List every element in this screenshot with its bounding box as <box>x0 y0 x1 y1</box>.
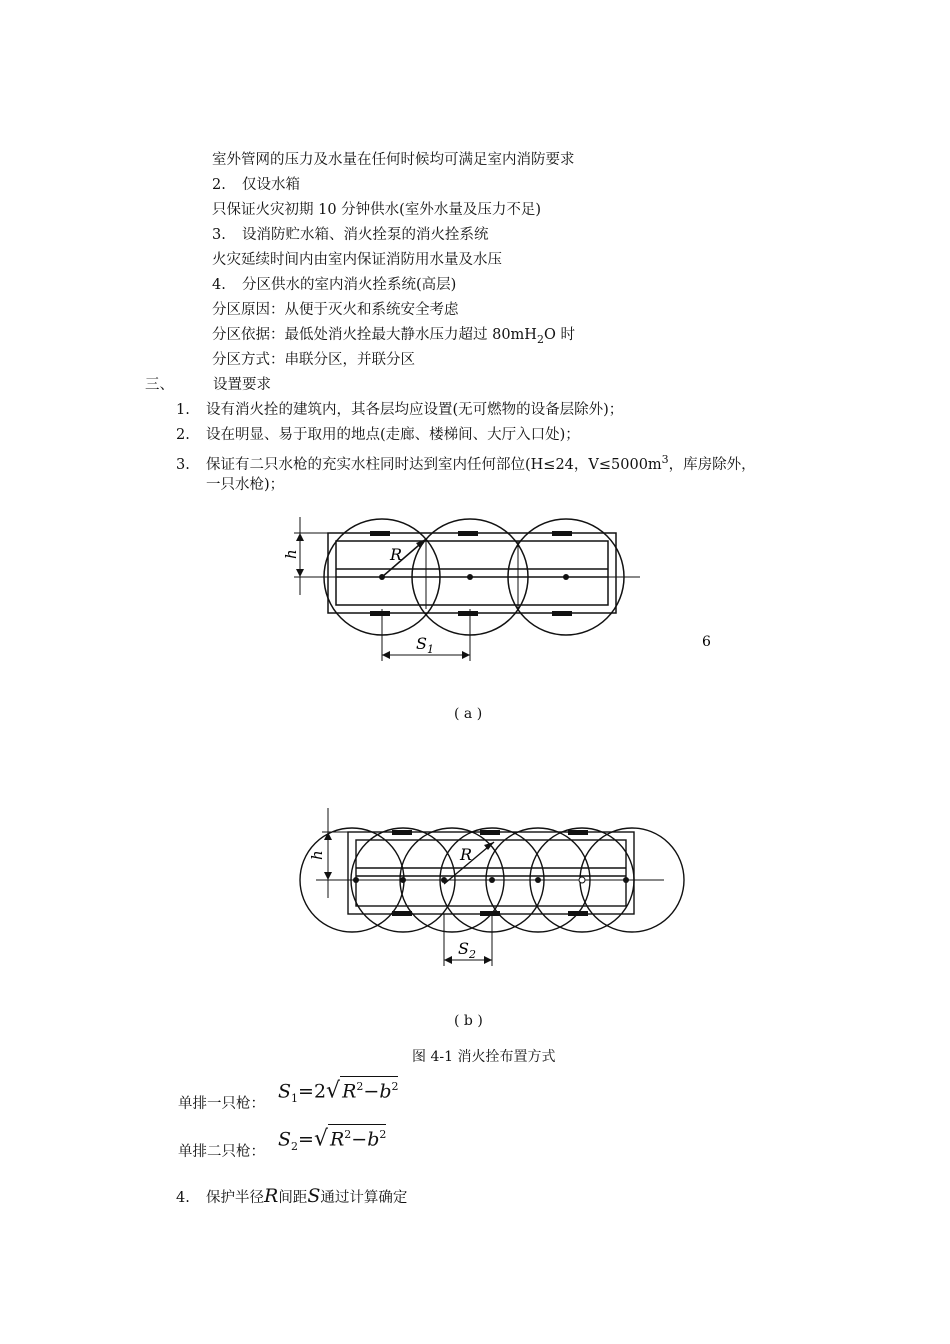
label-R: R <box>390 545 403 564</box>
formula-label: 单排一只枪： <box>178 1096 265 1112</box>
formula-eq: =2 <box>298 1080 327 1103</box>
label-R: R <box>460 845 473 864</box>
sqrt-sign: √ <box>326 1078 341 1104</box>
text-line: 火灾延续时间内由室内保证消防用水量及水压 <box>212 252 502 268</box>
hydrant-point <box>563 574 569 580</box>
label-S-sub: 2 <box>468 948 476 961</box>
rad-R: R <box>329 1128 345 1151</box>
sqrt-sign: √ <box>313 1126 328 1152</box>
text-line: 分区方式：串联分区，并联分区 <box>212 352 415 368</box>
text-line: 室外管网的压力及水量在任何时候均可满足室内消防要求 <box>212 152 575 168</box>
figure-b-caption: ( b ) <box>454 1013 483 1029</box>
rad-exp: 2 <box>379 1128 387 1141</box>
item-number: 4. <box>212 277 226 293</box>
rad-b: b <box>379 1080 392 1103</box>
rad-exp: 2 <box>344 1128 352 1141</box>
item-number: 2. <box>212 177 226 193</box>
text-line: 只保证火灾初期 10 分钟供水(室外水量及压力不足) <box>212 202 541 218</box>
label-h: h <box>282 549 300 559</box>
stray-mark: 6 <box>702 634 711 650</box>
formula-label: 单排二只枪： <box>178 1144 265 1160</box>
label-S <box>458 939 476 961</box>
figure-caption: 图 4-1 消火拴布置方式 <box>412 1049 556 1065</box>
item-text: 保证有二只水枪的充实水柱同时达到室内任何部位(H≤24，V≤5000m <box>206 456 662 473</box>
item-number: 1. <box>176 402 190 418</box>
figure-a-diagram <box>280 505 720 675</box>
radicand <box>340 1076 398 1101</box>
item-number: 4. <box>176 1190 190 1206</box>
item-text: ，库房除外， <box>668 456 756 473</box>
formula-lhs-sub: 1 <box>291 1092 299 1106</box>
subscript: 2 <box>536 332 544 346</box>
item-text: 通过计算确定 <box>320 1190 408 1206</box>
item-number: 2. <box>176 427 190 443</box>
item-text: 仅设水箱 <box>242 177 300 193</box>
section-heading <box>145 375 271 395</box>
hydrant-point <box>467 574 473 580</box>
superscript: 3 <box>661 453 669 466</box>
text-line: 分区原因：从便于灭火和系统安全考虑 <box>212 302 459 318</box>
hydrant-point <box>535 877 541 883</box>
list-item-continuation: 一只水枪)； <box>206 477 285 493</box>
list-item <box>176 450 756 475</box>
formula-lhs-sub: 2 <box>291 1140 299 1154</box>
figure-b-diagram <box>292 798 692 978</box>
list-item <box>176 400 623 420</box>
rad-b: b <box>367 1128 380 1151</box>
hydrant-point <box>489 877 495 883</box>
label-S-sub: 1 <box>426 643 434 656</box>
numbered-heading <box>212 175 300 195</box>
section-number: 三、 <box>145 377 174 393</box>
item-text: 间距 <box>278 1190 308 1206</box>
item-number: 3. <box>176 456 190 473</box>
item-text: 设消防贮水箱、消火拴泵的消火拴系统 <box>242 227 489 243</box>
label-S <box>416 634 434 656</box>
label-S-letter: S <box>458 939 469 958</box>
hydrant-point <box>623 877 629 883</box>
formula-eq: = <box>298 1128 314 1151</box>
item-text: 分区供水的室内消火拴系统(高层) <box>242 277 457 293</box>
text-part: 分区依据：最低处消火拴最大静水压力超过 80mH <box>212 327 537 343</box>
text-part: O 时 <box>543 327 575 343</box>
formula-2 <box>278 1124 386 1160</box>
hydrant-point <box>579 877 585 883</box>
item-number: 3. <box>212 227 226 243</box>
list-item <box>176 425 580 445</box>
item-text: 设在明显、易于取用的地点(走廊、楼梯间、大厅入口处)； <box>206 427 580 443</box>
hydrant-point <box>353 877 359 883</box>
formula-lhs: S <box>278 1128 292 1151</box>
numbered-heading <box>212 275 456 295</box>
text-line <box>212 325 575 350</box>
rad-exp: 2 <box>391 1080 399 1093</box>
section-title: 设置要求 <box>213 377 271 393</box>
formula-lhs: S <box>278 1080 292 1103</box>
list-item <box>176 1186 407 1208</box>
rad-minus: − <box>351 1128 368 1151</box>
hydrant-point <box>400 877 406 883</box>
label-S-letter: S <box>416 634 427 653</box>
item-text: 保护半径 <box>206 1190 264 1206</box>
hydrant-point <box>441 877 447 883</box>
symbol-S: S <box>307 1185 321 1207</box>
rad-minus: − <box>363 1080 380 1103</box>
hydrant-point <box>379 574 385 580</box>
figure-a-caption: ( a ) <box>454 706 483 722</box>
item-text: 设有消火拴的建筑内，其各层均应设置(无可燃物的设备层除外)； <box>206 402 624 418</box>
rad-R: R <box>342 1080 357 1103</box>
rad-exp: 2 <box>356 1080 364 1093</box>
numbered-heading <box>212 225 489 245</box>
formula-1 <box>278 1076 398 1112</box>
symbol-R: R <box>264 1185 279 1207</box>
radicand <box>328 1124 386 1149</box>
label-h: h <box>308 850 326 860</box>
